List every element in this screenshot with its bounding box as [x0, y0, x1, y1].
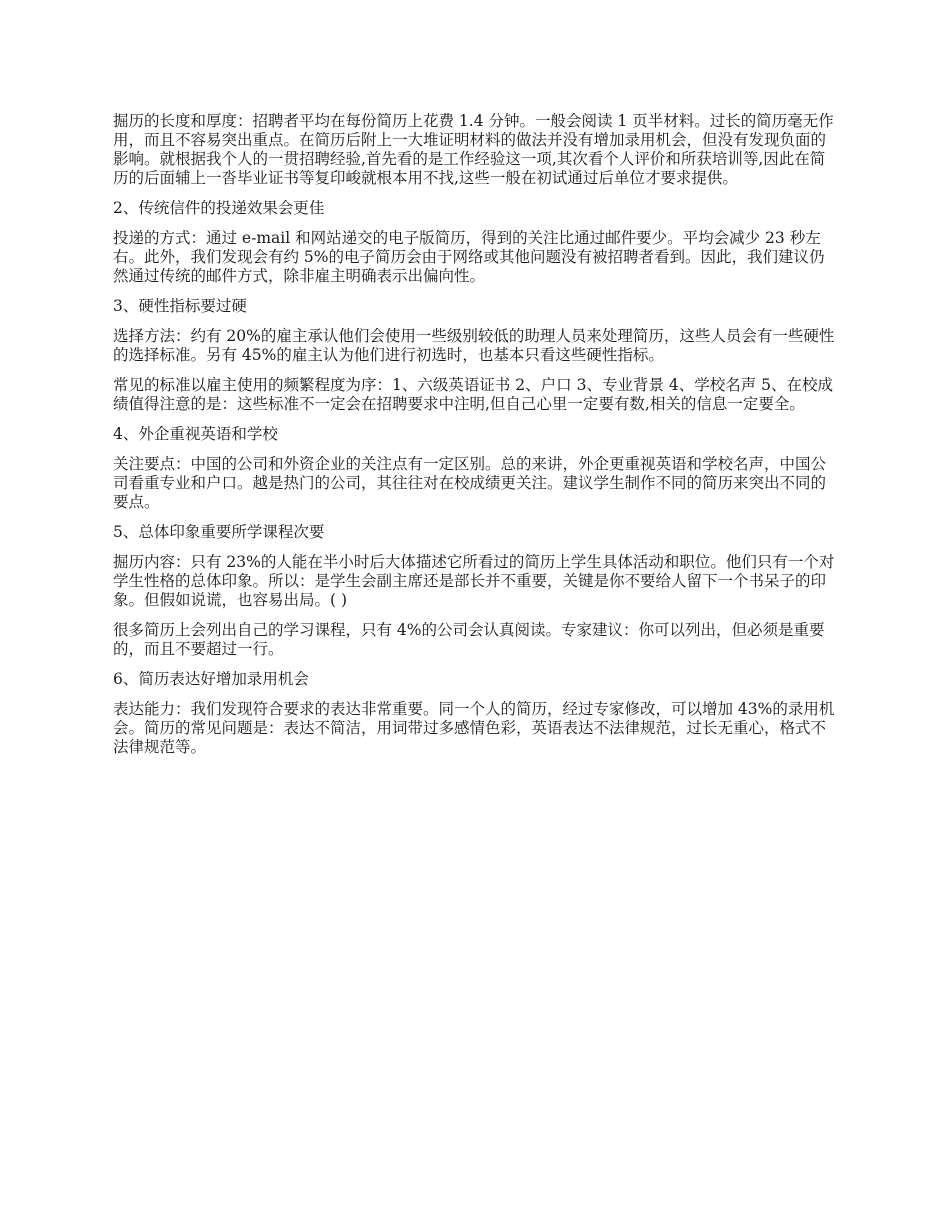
paragraph-selection-method: 选择方法：约有 20%的雇主承认他们会使用一些级别较低的助理人员来处理简历，这些人员会有一些硬性的选择标准。另有 45%的雇主认为他们进行初选时，也基本只看这些硬性指标。	[113, 327, 835, 364]
paragraph-resume-content: 掘历内容：只有 23%的人能在半小时后大体描述它所看过的简历上学生具体活动和职位。他们只有一个对学生性格的总体印象。所以：是学生会副主席还是部长并不重要，关键是你不要给人留下一个书呆子的印象。但假如说谎，也容易出局。( )	[113, 553, 835, 609]
document-body	[113, 112, 840, 768]
paragraph-expression-ability: 表达能力：我们发现符合要求的表达非常重要。同一个人的简历，经过专家修改，可以增加 43%的录用机会。简历的常见问题是：表达不简洁，用词带过多感情色彩，英语表达不法律规范，过长无重心，格式不法律规范等。	[113, 700, 835, 756]
heading-overall-impression: 5、总体印象重要所学课程次要	[113, 523, 325, 541]
heading-hard-criteria: 3、硬性指标要过硬	[113, 297, 247, 315]
paragraph-focus-points: 关注要点：中国的公司和外资企业的关注点有一定区别。总的来讲，外企更重视英语和学校名声，中国公司看重专业和户口。越是热门的公司，其往往对在校成绩更关注。建议学生制作不同的简历来突出不同的要点。	[113, 455, 827, 511]
heading-traditional-mail: 2、传统信件的投递效果会更佳	[113, 199, 325, 217]
heading-foreign-companies: 4、外企重视英语和学校	[113, 425, 278, 443]
paragraph-resume-length: 掘历的长度和厚度：招聘者平均在每份简历上花费 1.4 分钟。一般会阅读 1 页半材料。过长的简历毫无作用，而且不容易突出重点。在简历后附上一大堆证明材料的做法并没有增加录用机会，但没有发现负面的影响。就根据我个人的一贯招聘经验,首先看的是工作经验这一项,其次看个人评价和所获培训等,因此在简历的后面辅上一沓毕业证书等复印峻就根本用不找,这些一般在初试通过后单位才要求提供。	[113, 112, 834, 187]
paragraph-course-list: 很多简历上会列出自己的学习课程，只有 4%的公司会认真阅读。专家建议：你可以列出，但必须是重要的，而且不要超过一行。	[113, 621, 825, 658]
paragraph-common-criteria: 常见的标准以雇主使用的频繁程度为序：1、六级英语证书 2、户口 3、专业背景 4、学校名声 5、在校成绩值得注意的是：这些标准不一定会在招聘要求中注明,但自己心里一定要有数,相关的信息一定要全。	[113, 376, 834, 413]
paragraph-delivery-method: 投递的方式：通过 e-mail 和网站递交的电子版简历，得到的关注比通过邮件要少。平均会减少 23 秒左右。此外，我们发现会有约 5%的电子简历会由于网络或其他问题没有被招聘者看到。因此，我们建议仍然通过传统的邮件方式，除非雇主明确表示出偏向性。	[113, 229, 825, 285]
heading-expression: 6、简历表达好增加录用机会	[113, 670, 309, 688]
